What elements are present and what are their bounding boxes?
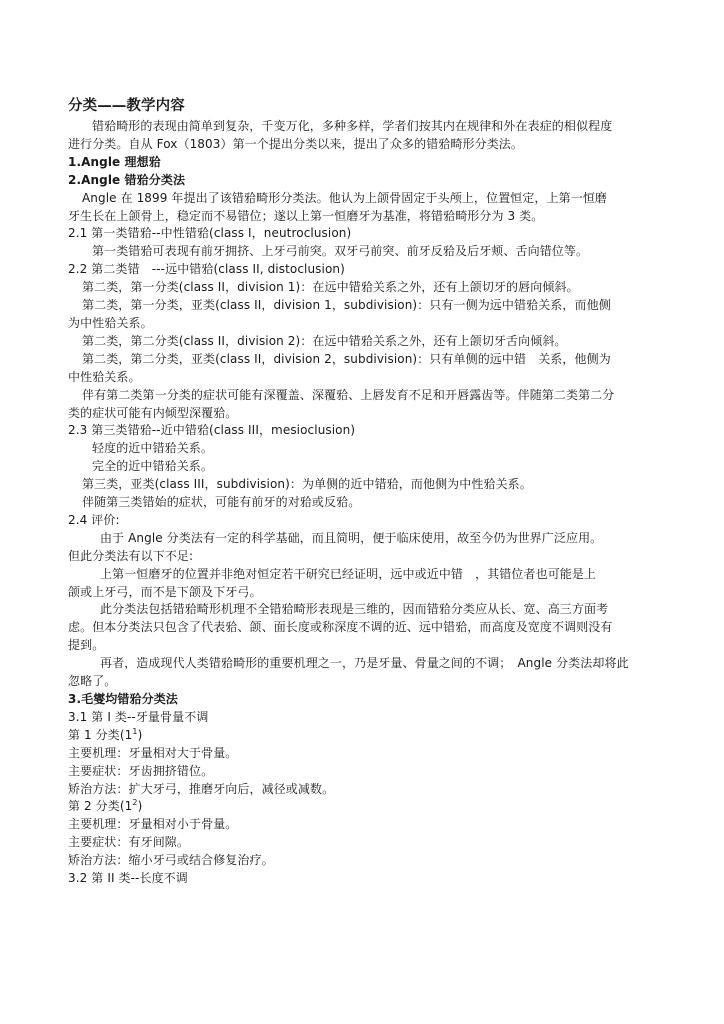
category-2-mechanism: 主要机理：牙量相对小于骨量。 bbox=[68, 817, 238, 832]
angle-desc-line-1: Angle 在 1899 年提出了该错𬌗畸形分类法。他认为上颌骨固定于头颅上，位置恒定，上第一恒磨 bbox=[82, 190, 608, 205]
category-2-treatment: 矫治方法：缩小牙弓或结合修复治疗。 bbox=[68, 853, 274, 868]
document-page bbox=[68, 96, 654, 888]
class2-div2-sub-line-2: 中性𬌗关系。 bbox=[68, 369, 141, 384]
class3-mild: 轻度的近中错𬌗关系。 bbox=[92, 441, 214, 456]
category-1-superscript: 1 bbox=[132, 726, 138, 736]
intro-line-2: 进行分类。自从 Fox（1803）第一个提出分类以来，提出了众多的错𬌗畸形分类法。 bbox=[68, 136, 524, 151]
section-3-1-heading: 3.1 第 I 类--牙量骨量不调 bbox=[68, 709, 209, 724]
intro-line-1: 错𬌗畸形的表现由简单到复杂，千变万化，多种多样，学者们按其内在规律和外在表症的相似程度 bbox=[92, 119, 613, 133]
class2-symptoms-line-1: 伴有第二类第一分类的症状可能有深覆盖、深覆𬌗、上唇发育不足和开唇露齿等。伴随第二类第二分 bbox=[82, 387, 615, 402]
category-2-superscript: 2 bbox=[132, 798, 138, 808]
category-1-heading: 第 1 分类$(1^1)$ bbox=[68, 726, 143, 742]
section-2-1-heading: 2.1 第一类错𬌗--中性错𬌗(class I，neutroclusion) bbox=[68, 226, 352, 241]
heading-angle-ideal: 1.Angle 理想𬌗 bbox=[68, 154, 161, 169]
heading-angle-classification: 2.Angle 错𬌗分类法 bbox=[68, 172, 186, 187]
class2-div1-sub-line-1: 第二类，第一分类，亚类(class II，division 1，subdivision)：只有一侧为远中错𬌗关系，而他侧 bbox=[82, 298, 611, 313]
category-2-symptom: 主要症状：有牙间隙。 bbox=[68, 835, 190, 850]
section-2-4-heading: 2.4 评价: bbox=[68, 512, 120, 527]
category-2-heading: 第 2 分类$(1^2)$ bbox=[68, 798, 143, 814]
evaluation-point-2-line-2: 虑。但本分类法只包含了代表𬌗、颌、面长度或称深度不调的近、远中错𬌗，而高度及宽度不调则没有 bbox=[68, 620, 613, 635]
class2-div2-line: 第二类，第二分类(class II，division 2)：在远中错𬌗关系之外，还有上颌切牙舌向倾斜。 bbox=[82, 333, 567, 348]
category-1-treatment: 矫治方法：扩大牙弓，推磨牙向后，减径或减数。 bbox=[68, 781, 335, 796]
evaluation-point-1-line-2: 颌或上牙弓，而不是下颌及下牙弓。 bbox=[68, 584, 262, 599]
evaluation-point-2-line-1: 此分类法包括错𬌗畸形机理不全错𬌗畸形表现是三维的，因而错𬌗分类应从长、宽、高三方面考 bbox=[100, 602, 609, 617]
class2-div1-sub-line-2: 为中性𬌗关系。 bbox=[68, 315, 153, 330]
category-1-symptom: 主要症状：牙齿拥挤错位。 bbox=[68, 763, 214, 778]
class3-subdivision: 第三类，亚类(class III，subdivision)：为单侧的近中错𬌗，而他侧为中性𬌗关系。 bbox=[82, 477, 532, 492]
section-2-1-desc: 第一类错𬌗可表现有前牙拥挤、上牙弓前突。双牙弓前突、前牙反𬌗及后牙颊、舌向错位等。 bbox=[92, 244, 589, 259]
section-2-2-heading: 2.2 第二类错 ---远中错𬌗(class II, distoclusion) bbox=[68, 262, 345, 277]
class2-symptoms-line-2: 类的症状可能有内倾型深覆𬌗。 bbox=[68, 405, 238, 420]
evaluation-line-2: 但此分类法有以下不足: bbox=[68, 548, 194, 563]
section-3-2-heading: 3.2 第 II 类--长度不调 bbox=[68, 871, 188, 886]
class2-div1-line: 第二类，第一分类(class II，division 1)：在远中错𬌗关系之外，还有上颌切牙的唇向倾斜。 bbox=[82, 280, 579, 295]
class2-div2-sub-line-1: 第二类，第二分类，亚类(class II，division 2，subdivision)：只有单侧的远中错 关系，他侧为 bbox=[82, 351, 611, 366]
evaluation-point-2-line-3: 提到。 bbox=[68, 638, 105, 653]
evaluation-line-1: 由于 Angle 分类法有一定的科学基础，而且简明，便于临床使用，故至今仍为世界广泛应用。 bbox=[100, 530, 603, 545]
class3-symptoms: 伴随第三类错始的症状，可能有前牙的对𬌗或反𬌗。 bbox=[82, 495, 361, 510]
section-2-3-heading: 2.3 第三类错𬌗--近中错𬌗(class III，mesioclusion) bbox=[68, 423, 356, 438]
evaluation-point-1-line-1: 上第一恒磨牙的位置并非绝对恒定若干研究已经证明，远中或近中错 ，其错位者也可能是上 bbox=[100, 566, 597, 581]
angle-desc-line-2: 牙生长在上颌骨上，稳定而不易错位；遂以上第一恒磨牙为基准，将错𬌗畸形分为 3 类。 bbox=[68, 208, 544, 223]
category-1-mechanism: 主要机理：牙量相对大于骨量。 bbox=[68, 745, 238, 760]
evaluation-point-3-line-1: 再者，造成现代人类错𬌗畸形的重要机理之一，乃是牙量、骨量之间的不调； Angle 分类法却将此 bbox=[100, 656, 629, 671]
evaluation-point-3-line-2: 忽略了。 bbox=[68, 674, 117, 689]
heading-mao-classification: 3.毛燮均错𬌗分类法 bbox=[68, 692, 178, 706]
class3-complete: 完全的近中错𬌗关系。 bbox=[92, 459, 214, 474]
page-title: 分类——教学内容 bbox=[68, 98, 185, 114]
